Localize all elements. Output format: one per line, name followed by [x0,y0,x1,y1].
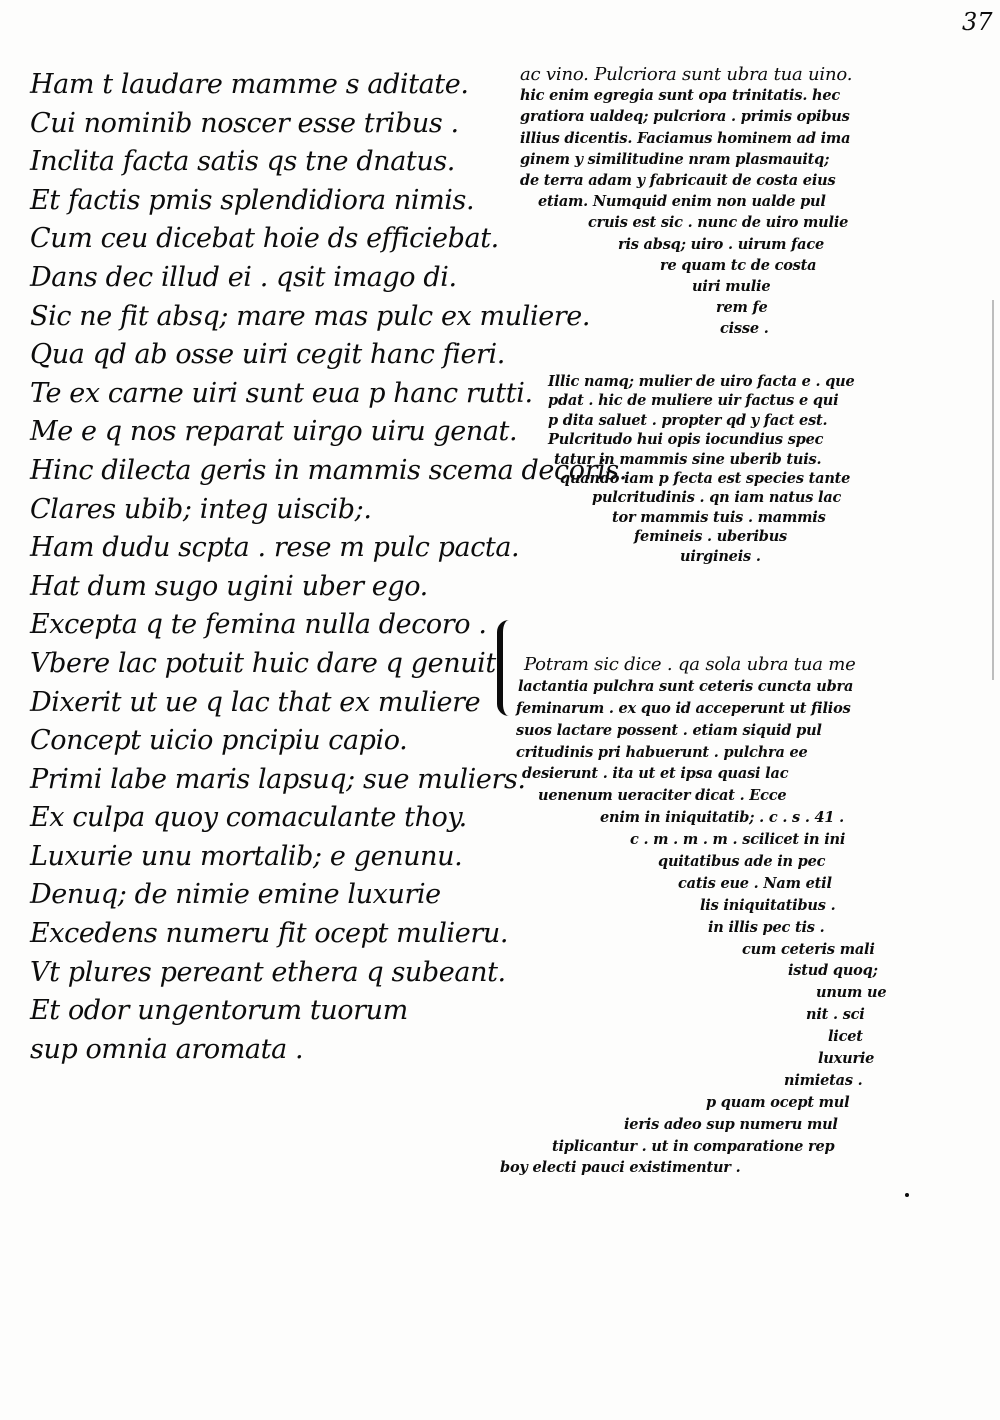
verse-line: Vt plures pereant ethera q subeant. [30,956,506,988]
gloss-line: pulcritudinis . qn iam natus lac [592,489,842,507]
verse-line: Primi labe maris lapsuq; sue muliers. [30,763,526,795]
gloss-line: etiam. Numquid enim non ualde pul [538,193,826,211]
gloss-line: ris absq; uiro . uirum face [618,235,825,253]
gloss-line: uirgineis . [680,547,761,565]
gloss-line: catis eue . Nam etil [678,874,832,892]
gloss-line: tor mammis tuis . mammis [612,508,826,526]
verse-line: Cum ceu dicebat hoie ds efficiebat. [30,223,499,255]
verse-line: Sic ne fit absq; mare mas pulc ex muliere. [30,300,591,332]
gloss-line: gratiora ualdeq; pulcriora . primis opibus [520,108,850,126]
verse-line: Concept uicio pncipiu capio. [30,725,408,757]
gloss-line: p dita saluet . propter qd y fact est. [548,411,828,429]
gloss-line: pdat . hic de muliere uir factus e qui [548,392,839,410]
gloss-line: lactantia pulchra sunt ceteris cuncta ubra [518,677,854,695]
gloss-line: nimietas . [784,1071,863,1089]
main-verse-column [30,66,627,1069]
gloss-line: uenenum ueraciter dicat . Ecce [538,787,787,805]
verse-line: sup omnia aromata . [30,1033,304,1065]
gloss-line: p quam ocept mul [706,1093,850,1111]
verse-line: Luxurie unu mortalib; e genunu. [30,840,463,872]
gloss-line: Potram sic dice . qa sola ubra tua me [524,654,856,675]
gloss-line: ac vino. Pulcriora sunt ubra tua uino. [520,64,853,85]
gloss-line: istud quoq; [788,962,878,980]
verse-line: Excepta q te femina nulla decoro . [30,609,487,641]
gloss-line: luxurie [818,1050,875,1068]
gloss-bottom [494,654,924,1179]
gloss-line: quando iam p fecta est species tante [560,469,851,487]
gloss-line: critudinis pri habuerunt . pulchra ee [516,743,808,761]
verse-line: Denuq; de nimie emine luxurie [30,879,441,911]
gloss-line: illius dicentis. Faciamus hominem ad ima [520,129,851,147]
gloss-line: tiplicantur . ut in comparatione rep [552,1137,835,1155]
gloss-line: unum ue [816,984,887,1002]
gloss-line: licet [828,1028,863,1046]
verse-line: Dixerit ut ue q lac that ex muliere [30,686,481,718]
end-mark [905,1193,909,1197]
gloss-line: Pulcritudo hui opis iocundius spec [548,431,824,449]
gloss-line: nit . sci [806,1006,865,1024]
verse-line: Dans dec illud ei . qsit imago di. [30,261,457,293]
verse-line: Excedens numeru fit ocept mulieru. [30,918,509,950]
gloss-middle [548,372,908,566]
gloss-line: rem fe [716,299,768,317]
gloss-line: hic enim egregia sunt opa trinitatis. hec [520,87,841,105]
verse-line: Clares ubib; integ uiscib;. [30,493,372,525]
gloss-line: desierunt . ita ut et ipsa quasi lac [522,765,789,783]
verse-line: Me e q nos reparat uirgo uiru genat. [30,416,518,448]
gloss-line: uiri mulie [692,277,771,295]
verse-line: Et odor ungentorum tuorum [30,995,408,1027]
gloss-line: cisse . [720,320,769,338]
gloss-line: enim in iniquitatib; . c . s . 41 . [600,809,845,827]
page-edge-line [992,300,994,680]
folio-number: 37 [962,8,993,36]
gloss-line: lis iniquitatibus . [700,896,836,914]
gloss-line: ieris adeo sup numeru mul [624,1115,838,1133]
verse-line: Vbere lac potuit huic dare q genuit. [30,647,505,679]
gloss-line: c . m . m . m . scilicet in ini [630,831,846,849]
verse-line: Inclita facta satis qs tne dnatus. [30,146,455,178]
verse-line: Et factis pmis splendidiora nimis. [30,184,475,216]
gloss-line: in illis pec tis . [708,918,825,936]
verse-line: Ex culpa quoy comaculante thoy. [30,802,467,834]
gloss-line: quitatibus ade in pec [658,853,826,871]
gloss-line: cum ceteris mali [742,940,875,958]
verse-line: Hat dum sugo ugini uber ego. [30,570,428,602]
gloss-line: femineis . uberibus [634,528,787,546]
gloss-line: feminarum . ex quo id acceperunt ut filios [516,699,851,717]
gloss-line: suos lactare possent . etiam siquid pul [516,721,822,739]
gloss-line: boy electi pauci existimentur . [500,1159,741,1177]
verse-line: Hinc dilecta geris in mammis scema decoris. [30,454,627,486]
gloss-line: tatur in mammis sine uberib tuis. [554,450,822,468]
gloss-line: de terra adam y fabricauit de costa eius [520,171,836,189]
gloss-top [520,64,940,339]
gloss-line: re quam tc de costa [660,256,817,274]
gloss-line: Illic namq; mulier de uiro facta e . que [548,373,855,390]
verse-line: Cui nominib noscer esse tribus . [30,107,459,139]
verse-line: Qua qd ab osse uiri cegit hanc fieri. [30,339,505,371]
verse-line: Ham dudu scpta . rese m pulc pacta. [30,532,520,564]
verse-line: Te ex carne uiri sunt eua p hanc rutti. [30,377,533,409]
gloss-line: cruis est sic . nunc de uiro mulie [588,214,849,232]
gloss-line: ginem y similitudine nram plasmauitq; [520,150,830,168]
verse-line: Ham t laudare mamme s aditate. [30,69,469,100]
